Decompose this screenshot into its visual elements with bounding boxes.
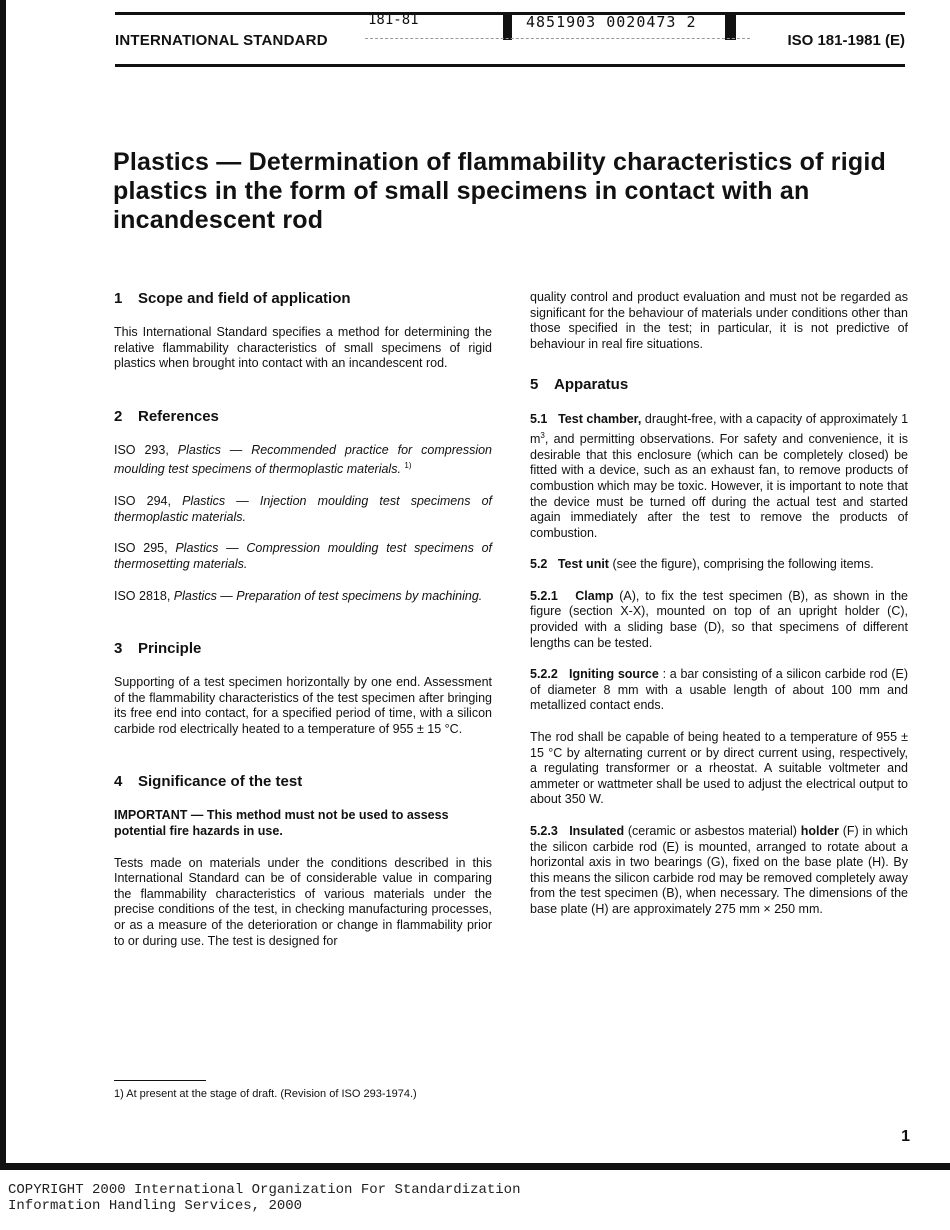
left-column (114, 290, 492, 965)
copyright-line: COPYRIGHT 2000 International Organization For Standardization (8, 1182, 521, 1198)
header-barcode-number: 4851903 0020473 2 (526, 13, 697, 31)
reference-item: ISO 294, Plastics — Injection moulding test specimens of thermoplastic materials. (114, 494, 492, 524)
section-heading-4: 4 Significance of the test (114, 773, 303, 791)
page-number: 1 (901, 1128, 910, 1145)
clause-5-2-3: 5.2.3 Insulated (ceramic or asbestos material) holder (F) in which the silicon carbide rod (E) is mounted, arranged to rotate about a horizontal axis in two bearings (G), fixed on the base plate (H). By this means the silicon carbide rod may be removed completely away from the test specimen (B), when necessary. The dimensions of the base plate (H) are approximately 275 mm × 250 mm. (530, 824, 908, 916)
copyright-line: Information Handling Services, 2000 (8, 1198, 303, 1214)
footnote: 1) At present at the stage of draft. (Revision of ISO 293-1974.) (114, 1088, 417, 1100)
reference-item: ISO 295, Plastics — Compression moulding test specimens of thermosetting materials. (114, 541, 493, 571)
clause-5-2-1: 5.2.1 Clamp (A), to fix the test specimen (B), as shown in the figure (section X-X), mounted on top of an upright holder (C), provided with a sliding base (D), so that specimens of different lengths can be tested. (530, 588, 908, 650)
header-stamp: 181-81 (368, 12, 419, 28)
header-doc-number: ISO 181-1981 (E) (787, 32, 905, 49)
copyright-notice (8, 1182, 520, 1214)
header-dash-line (365, 38, 750, 39)
scan-edge (0, 0, 6, 1163)
scope-paragraph: This International Standard specifies a method for determining the relative flammability characteristics of small specimens of rigid plastics when brought into contact with an incandescent rod. (114, 325, 492, 371)
continued-paragraph: quality control and product evaluation and must not be regarded as significant for the behaviour of materials under conditions other than those specified in the test; in particular, it is not predictive of behaviour in real fire situations. (530, 290, 908, 351)
clause-5-1: 5.1 Test chamber, draught-free, with a capacity of approximately 1 $m^3$, and permitting observations. For safety and convenience, it is desirable that this enclosure (which can be completely closed) be fitted with a device, such as an exhaust fan, to remove products of combustion which may be toxic. However, it is important to note that the device must be turned off during the actual test and started again immediately after the test to remove the products of combustion. (530, 412, 909, 540)
section-heading-1: 1 Scope and field of application (114, 290, 351, 307)
reference-item: ISO 293, Plastics — Recommended practice for compression moulding test specimens of thermoplastic materials. $^{1)}$ (114, 442, 492, 477)
header-bar-mark (725, 12, 736, 40)
reference-item: ISO 2818, Plastics — Preparation of test specimens by machining. (114, 588, 483, 603)
header-rule-bottom (115, 64, 905, 67)
section-heading-2: 2 References (114, 407, 219, 425)
significance-paragraph: Tests made on materials under the conditions described in this International Standard can be of considerable value in comparing the flammability characteristics of various materials under the precise conditions of the test, in checking manufacturing processes, or as a measure of the deterioration or change in flammability prior to or during use. The test is designed for (114, 855, 492, 948)
principle-paragraph: Supporting of a test specimen horizontally by one end. Assessment of the flammability characteristics of the test specimen after bringing its free end into contact, for a specified period of time, with a silicon carbide rod electrically heated to a temperature of 955 ± 15 °C. (114, 675, 492, 736)
clause-5-2-2: 5.2.2 Igniting source : a bar consisting of a silicon carbide rod (E) of diameter 8 mm with a usable length of about 100 mm and metallized contact ends. (530, 667, 908, 713)
important-notice: IMPORTANT — This method must not be used to assess potential fire hazards in use. (114, 808, 449, 839)
header-doc-type: INTERNATIONAL STANDARD (115, 32, 328, 49)
footnote-rule (114, 1080, 206, 1081)
clause-5-2: 5.2 Test unit (see the figure), comprising the following items. (530, 557, 874, 572)
header-bar-mark (503, 12, 512, 40)
section-heading-3: 3 Principle (114, 640, 202, 658)
right-column (530, 290, 908, 934)
section-heading-5: 5 Apparatus (530, 376, 629, 394)
rod-paragraph: The rod shall be capable of being heated to a temperature of 955 ± 15 °C by alternating current or by direct current using, respectively, a regulating transformer or a rheostat. A suitable voltmeter and ammeter or wattmeter shall be used to adjust the electrical output to about 350 W. (530, 730, 908, 807)
page-title: Plastics — Determination of flammability characteristics of rigid plastics in the form of small specimens in contact with an incandescent rod (113, 148, 886, 234)
page-bottom-bar (0, 1163, 950, 1170)
